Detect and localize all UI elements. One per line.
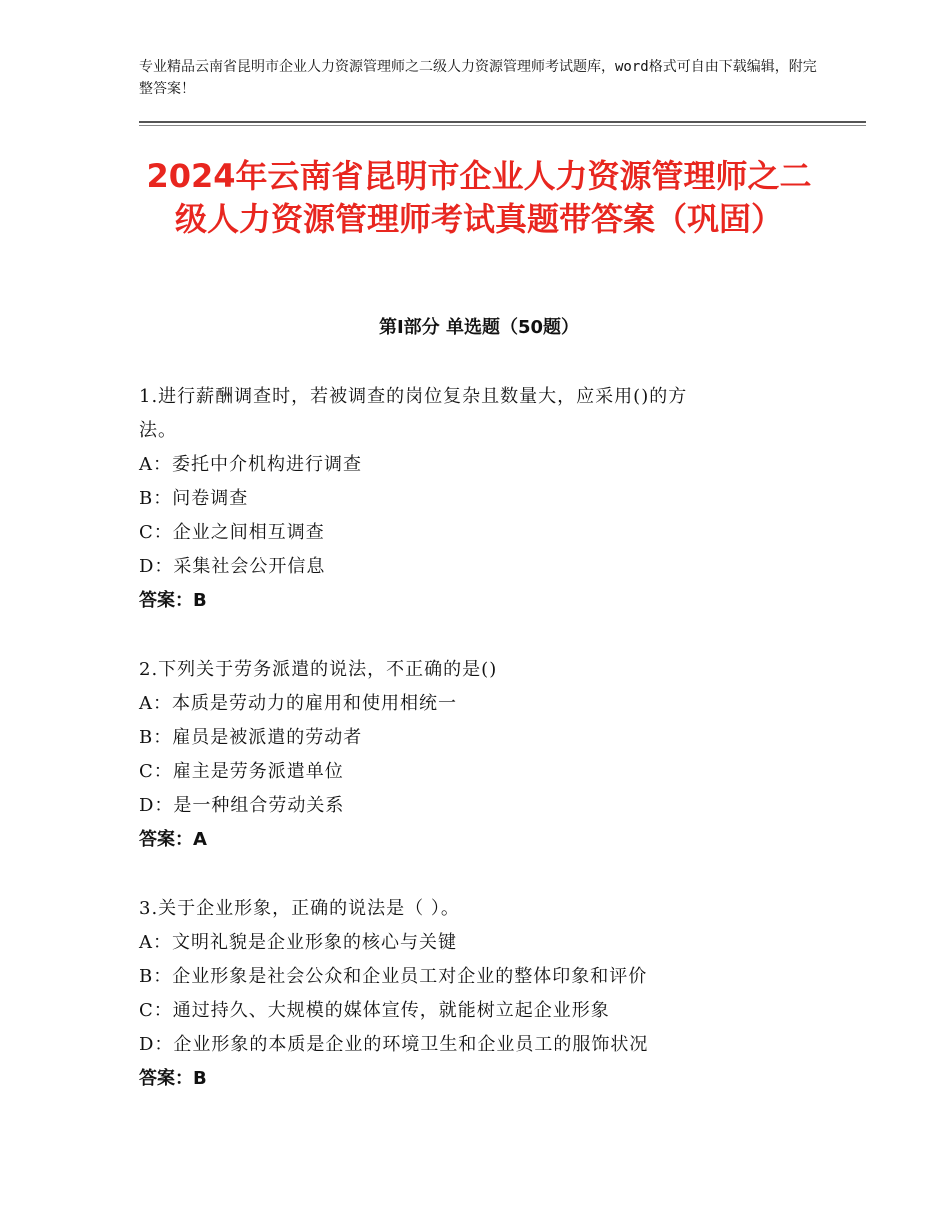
option-b: B：问卷调查 [139, 488, 249, 509]
question-stem: 2.下列关于劳务派遣的说法，不正确的是() [139, 659, 498, 680]
answer: 答案：A [139, 829, 207, 850]
question-stem-continued: 法。 [139, 420, 177, 441]
option-b: B：雇员是被派遣的劳动者 [139, 727, 363, 748]
question-stem: 3.关于企业形象，正确的说法是（ ）。 [139, 898, 460, 919]
question-stem: 1.进行薪酬调查时，若被调查的岗位复杂且数量大，应采用()的方 [139, 386, 688, 407]
question-2 [139, 653, 819, 857]
option-c: C：通过持久、大规模的媒体宣传，就能树立起企业形象 [139, 1000, 610, 1021]
section-heading: 第Ⅰ部分 单选题（50题） [378, 317, 579, 338]
option-d: D：企业形象的本质是企业的环境卫生和企业员工的服饰状况 [139, 1034, 649, 1055]
option-c: C：雇主是劳务派遣单位 [139, 761, 344, 782]
question-3 [139, 892, 819, 1096]
answer: 答案：B [139, 590, 207, 611]
option-d: D：采集社会公开信息 [139, 556, 326, 577]
document-title: 2024年云南省昆明市企业人力资源管理师之二级人力资源管理师考试真题带答案（巩固） [146, 157, 812, 238]
answer: 答案：B [139, 1068, 207, 1089]
option-d: D：是一种组合劳动关系 [139, 795, 345, 816]
option-a: A：委托中介机构进行调查 [139, 454, 362, 475]
option-c: C：企业之间相互调查 [139, 522, 325, 543]
header-rule-thin [139, 125, 866, 126]
option-a: A：本质是劳动力的雇用和使用相统一 [139, 693, 457, 714]
option-b: B：企业形象是社会公众和企业员工对企业的整体印象和评价 [139, 966, 648, 987]
header-rule-thick [139, 121, 866, 123]
header-note: 专业精品云南省昆明市企业人力资源管理师之二级人力资源管理师考试题库，word格式可自由下载编辑，附完整答案！ [139, 59, 817, 97]
option-a: A：文明礼貌是企业形象的核心与关键 [139, 932, 457, 953]
question-1 [139, 380, 819, 618]
